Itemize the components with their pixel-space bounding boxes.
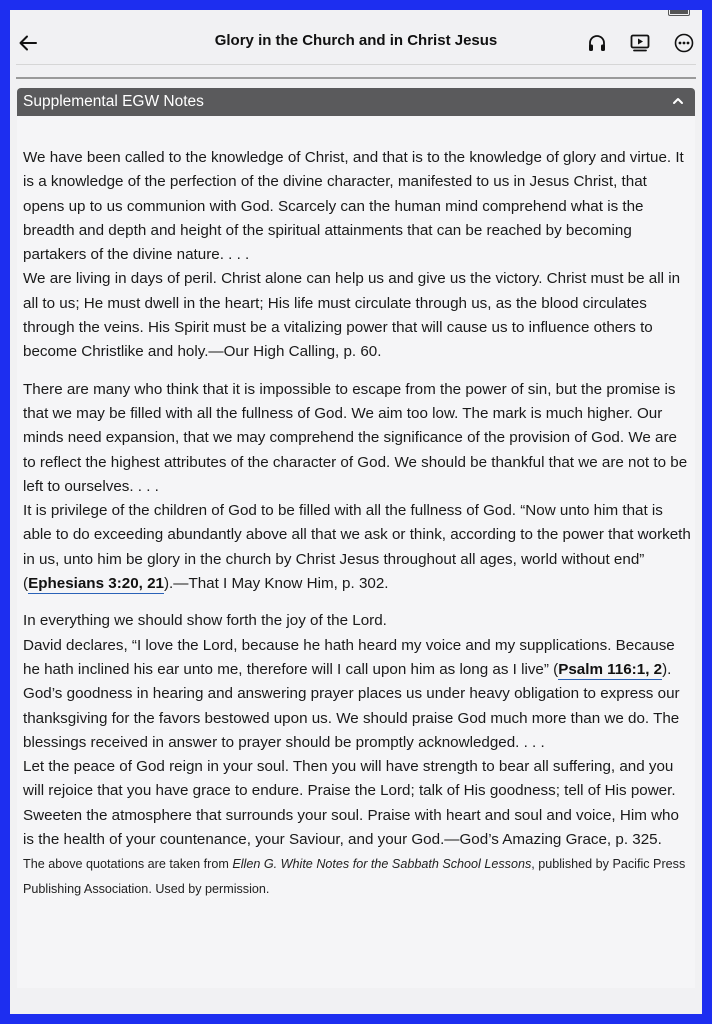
paragraph: We are living in days of peril. Christ alone can help us and give us the victory. Christ must be all in all to us; He must dwell in the heart; His life must circulate through us, as the blood circulates through the veins. His Spirit must be a vitalizing power that will cause us to influence others to become Christlike and holy.—Our High Calling, p. 60. bbox=[23, 270, 681, 361]
paragraph-text: It is privilege of the children of God to be filled with all the fullness of God. “Now unto him that is able to do exceeding abundantly above all that we ask or think, according to the power that worketh in us, unto him be glory in the church by Christ Jesus throughout all ages, world without end” ( bbox=[23, 502, 691, 593]
paragraph: There are many who think that it is impossible to escape from the power of sin, but the promise is that we may be filled with all the fullness of God. We aim too low. The mark is much higher. Our minds need expansion, that we may comprehend the significance of the provision of God. We are to reflect the highest attributes of the character of God. We should be thankful that we are not to be left to ourselves. . . . bbox=[23, 380, 688, 495]
headphones-icon bbox=[587, 34, 607, 52]
scripture-link-psalm[interactable]: Psalm 116:1, 2 bbox=[558, 660, 663, 678]
attribution-note bbox=[23, 852, 691, 902]
chevron-up-icon[interactable] bbox=[671, 95, 685, 107]
paragraph: Let the peace of God reign in your soul. Then you will have strength to bear all suffering, and you will rejoice that you have grace to endure. Praise the Lord; talk of His goodness; tell of His power. Sweeten the atmosphere that surrounds your soul. Praise with heart and soul and voice, Him who is the health of your countenance, your Saviour, and your God.—God’s Amazing Grace, p. 325. bbox=[23, 758, 679, 849]
top-app-bar bbox=[10, 20, 702, 66]
section-divider bbox=[16, 77, 696, 79]
battery-icon bbox=[668, 10, 690, 16]
section-title: Supplemental EGW Notes bbox=[23, 93, 204, 110]
paragraph: We have been called to the knowledge of Christ, and that is to the knowledge of glory and virtue. It is a knowledge of the perfection of the divine character, manifested to us in Jesus Christ, that opens up to us communion with God. Scarcely can the human mind comprehend what is the breadth and depth and height of the spiritual attainments that can be reached by becoming partakers of the divine nature. . . . bbox=[23, 149, 684, 264]
egw-notes-section-header[interactable] bbox=[17, 88, 695, 116]
audio-button[interactable] bbox=[583, 29, 611, 57]
page-title: Glory in the Church and in Christ Jesus bbox=[214, 32, 498, 49]
video-play-icon bbox=[630, 34, 650, 52]
app-screen bbox=[10, 10, 702, 1014]
attribution-text: , published by Pacific Press Publishing Association. Used by permission. bbox=[23, 857, 686, 897]
section-content bbox=[17, 116, 695, 988]
paragraph-text: ). God’s goodness in hearing and answering prayer places us under heavy obligation to express our thanksgiving for the favors bestowed upon us. We should praise God much more than we do. The blessings received in answer to prayer should be promptly acknowledged. . . . bbox=[23, 660, 680, 751]
bottom-margin bbox=[10, 988, 702, 1014]
paragraph bbox=[23, 499, 691, 596]
attribution-text: The above quotations are taken from bbox=[23, 857, 233, 872]
video-button[interactable] bbox=[626, 29, 654, 57]
paragraph bbox=[23, 634, 691, 755]
more-options-button[interactable] bbox=[670, 29, 698, 57]
header-divider bbox=[16, 64, 696, 65]
more-options-icon bbox=[674, 33, 694, 53]
paragraph-text: ).—That I May Know Him, p. 302. bbox=[163, 575, 389, 593]
paragraph-text: David declares, “I love the Lord, because he hath heard my voice and my supplications. Because he hath inclined his ear unto me, therefore will I call upon him as long as I live” ( bbox=[23, 636, 675, 678]
status-bar bbox=[10, 10, 702, 20]
notes-text bbox=[23, 146, 691, 902]
book-title: Ellen G. White Notes for the Sabbath School Lessons bbox=[232, 857, 532, 872]
paragraph: In everything we should show forth the joy of the Lord. bbox=[23, 612, 387, 630]
scripture-link-ephesians[interactable]: Ephesians 3:20, 21 bbox=[28, 575, 164, 593]
